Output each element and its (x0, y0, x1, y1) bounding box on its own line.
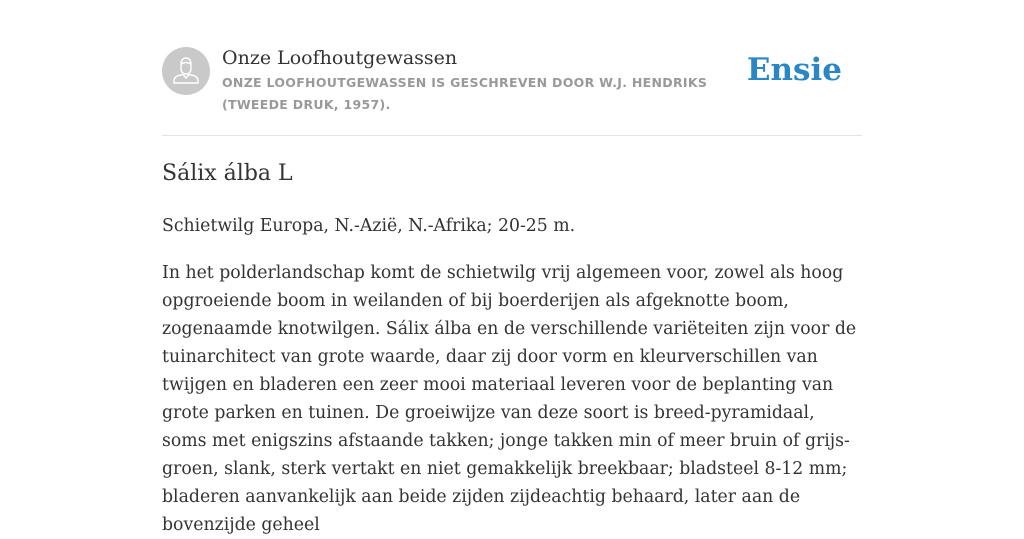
source-header (162, 0, 862, 136)
source-description: ONZE LOOFHOUTGEWASSEN IS GESCHREVEN DOOR W.J. HENDRIKS (TWEEDE DRUK, 1957). (222, 75, 708, 112)
entry-paragraph: In het polderlandschap komt de schietwilg vrij algemeen voor, zowel als hoog opgroeiende boom in weilanden of bij boerderijen als afgeknotte boom, zogenaamde knotwilgen. Sálix álba en de verschillende variëteiten zijn voor de tuinarchitect van grote waarde, daar zij door vorm en kleurverschillen van twijgen en bladeren een zeer mooi materiaal leveren voor de beplanting van grote parken en tuinen. De groeiwijze van deze soort is breed-pyramidaal, soms met enigszins afstaande takken; jonge takken min of meer bruin of grijs-groen, slank, sterk vertakt en niet gemakkelijk breekbaar; bladsteel 8-12 mm; bladeren aanvankelijk aan beide zijden zijdeachtig behaard, later aan de bovenzijde geheel (162, 263, 857, 535)
page-container (162, 0, 862, 535)
source-title[interactable]: Onze Loofhoutgewassen (222, 47, 458, 69)
user-avatar-icon (162, 47, 210, 95)
entry-subtitle: Schietwilg Europa, N.-Azië, N.-Afrika; 20-25 m. (162, 216, 576, 236)
entry-title: Sálix álba L (162, 161, 293, 186)
ensie-logo-link[interactable]: Ensie (746, 52, 842, 88)
